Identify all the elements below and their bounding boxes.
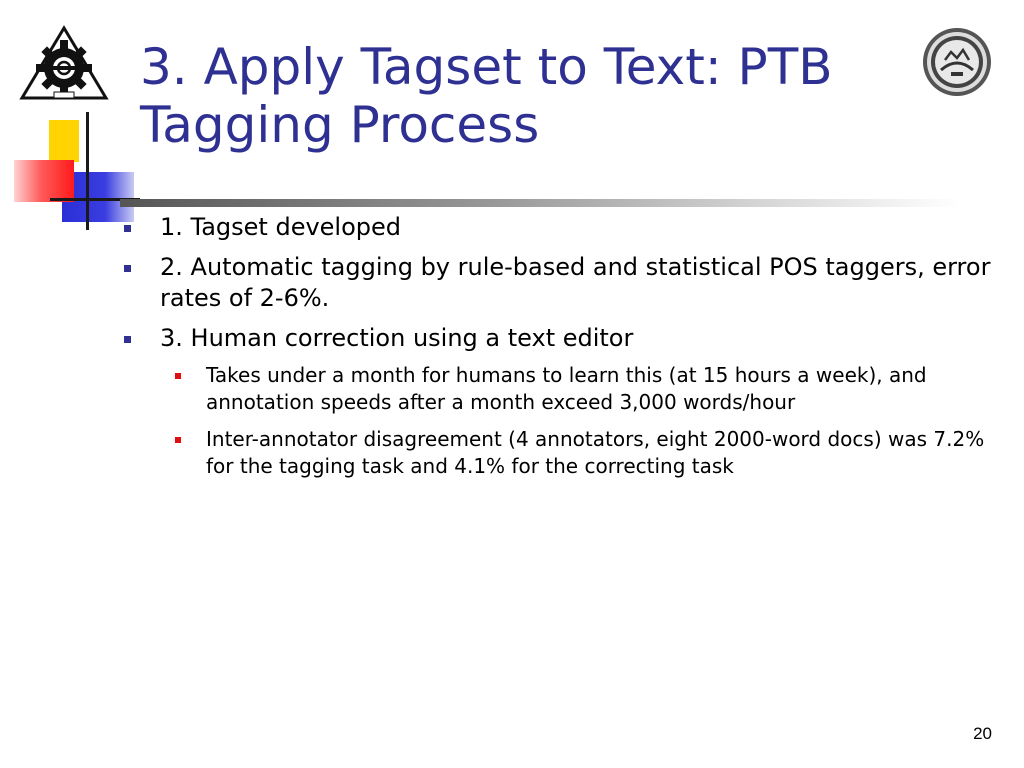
square-bullet-icon <box>124 265 131 272</box>
title-line-1: 3. Apply Tagset to Text: PTB <box>140 38 833 96</box>
university-seal-icon <box>921 26 993 98</box>
red-square-bullet-icon <box>175 373 181 379</box>
bullet-list <box>120 212 1000 480</box>
decor-yellow-square <box>49 120 79 162</box>
sub-bullet-item <box>160 426 1000 480</box>
slide-body <box>120 212 1000 490</box>
bullet-item <box>120 323 1000 480</box>
bullet-text: 2. Automatic tagging by rule-based and statistical POS taggers, error rates of 2-6%. <box>160 253 991 312</box>
decor-red-square <box>14 160 74 202</box>
sub-bullet-list <box>160 362 1000 480</box>
square-bullet-icon <box>124 225 131 232</box>
bullet-text: 1. Tagset developed <box>160 213 402 241</box>
red-square-bullet-icon <box>175 437 181 443</box>
sub-bullet-item <box>160 362 1000 416</box>
decor-vertical-line <box>86 112 89 230</box>
title-line-2: Tagging Process <box>140 96 540 154</box>
gear-emblem-logo-icon <box>18 24 110 104</box>
sub-bullet-text: Inter-annotator disagreement (4 annotators, eight 2000-word docs) was 7.2% for the tagging task and 4.1% for the correcting task <box>206 427 985 478</box>
sub-bullet-text: Takes under a month for humans to learn this (at 15 hours a week), and annotation speeds after a month exceed 3,000 words/hour <box>206 363 927 414</box>
page-number: 20 <box>973 724 992 743</box>
square-bullet-icon <box>124 336 131 343</box>
bullet-text: 3. Human correction using a text editor <box>160 324 634 352</box>
title-underline-rule <box>120 199 960 207</box>
bullet-item <box>120 252 1000 314</box>
bullet-item <box>120 212 1000 243</box>
slide-title <box>140 38 930 154</box>
